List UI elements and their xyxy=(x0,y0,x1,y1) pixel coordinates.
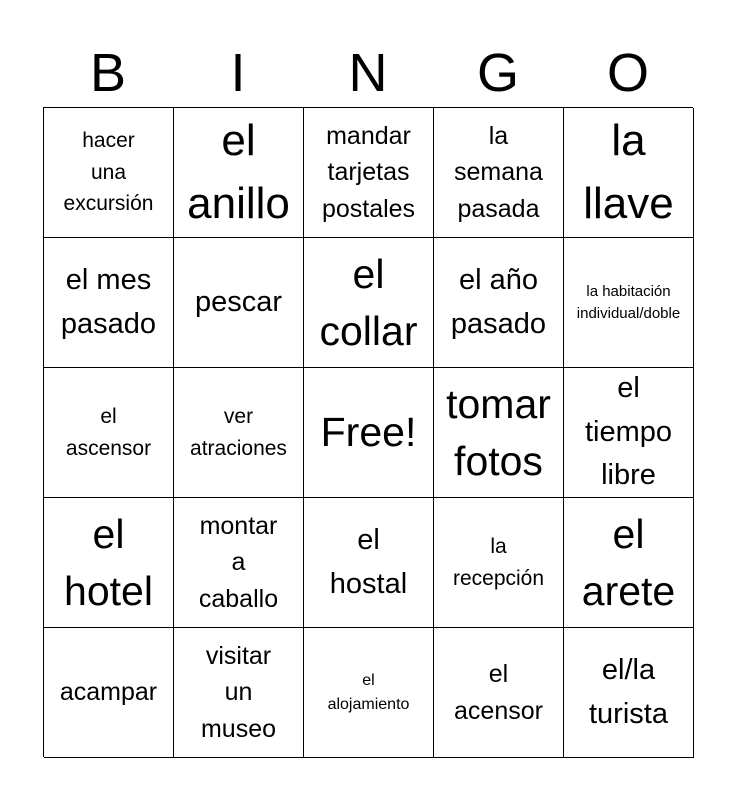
bingo-cell-r4c1[interactable] xyxy=(44,498,174,628)
bingo-cell-r3c1[interactable] xyxy=(44,368,174,498)
header-letter-n: N xyxy=(348,43,388,103)
bingo-cell-r1c4[interactable] xyxy=(434,108,564,238)
bingo-cell-r4c5[interactable] xyxy=(564,498,694,628)
bingo-cell-r3c2[interactable] xyxy=(174,368,304,498)
cell-text: el hotel xyxy=(64,510,153,614)
bingo-cell-r1c2[interactable] xyxy=(174,108,304,238)
header-letter-i: I xyxy=(230,43,246,103)
cell-text: la llave xyxy=(583,116,674,228)
cell-text: pescar xyxy=(194,285,283,318)
header-letter-b: B xyxy=(89,43,127,103)
header-letter-o: O xyxy=(606,43,649,103)
cell-text: el año pasado xyxy=(450,264,547,340)
cell-text: ver atraciones xyxy=(190,405,287,460)
cell-text: el mes pasado xyxy=(60,264,157,340)
cell-text: el/la turista xyxy=(589,654,668,730)
cell-text: visitar un museo xyxy=(200,642,277,743)
cell-text: el anillo xyxy=(187,116,290,228)
bingo-cell-r5c4[interactable] xyxy=(434,628,564,758)
bingo-cell-r5c1[interactable] xyxy=(44,628,174,758)
bingo-cell-r2c4[interactable] xyxy=(434,238,564,368)
cell-text: la semana pasada xyxy=(454,122,543,223)
bingo-cell-r5c5[interactable] xyxy=(564,628,694,758)
cell-text: acampar xyxy=(59,678,158,707)
free-space-label: Free! xyxy=(320,409,417,456)
cell-text: el collar xyxy=(319,250,418,354)
bingo-cell-r5c3[interactable] xyxy=(304,628,434,758)
cell-text: hacer una excursión xyxy=(63,129,154,216)
cell-text: el hostal xyxy=(329,524,408,600)
bingo-cell-r4c4[interactable] xyxy=(434,498,564,628)
bingo-cell-r2c5[interactable] xyxy=(564,238,694,368)
cell-text: tomar fotos xyxy=(446,380,551,484)
cell-text: la habitación individual/doble xyxy=(576,282,681,322)
bingo-cell-r2c2[interactable] xyxy=(174,238,304,368)
bingo-cell-free[interactable] xyxy=(304,368,434,498)
cell-text: la recepción xyxy=(452,535,545,590)
header-letter-g: G xyxy=(476,43,519,103)
cell-text: el acensor xyxy=(454,660,543,725)
cell-text: el arete xyxy=(581,510,676,614)
bingo-cell-r4c3[interactable] xyxy=(304,498,434,628)
cell-text: mandar tarjetas postales xyxy=(321,122,416,223)
cell-text: el alojamiento xyxy=(327,671,410,713)
cell-text: montar a caballo xyxy=(198,512,279,613)
bingo-cell-r2c3[interactable] xyxy=(304,238,434,368)
bingo-cell-r3c5[interactable] xyxy=(564,368,694,498)
bingo-cell-r2c1[interactable] xyxy=(44,238,174,368)
bingo-board xyxy=(43,107,693,757)
bingo-cell-r1c1[interactable] xyxy=(44,108,174,238)
bingo-cell-r1c3[interactable] xyxy=(304,108,434,238)
bingo-cell-r3c4[interactable] xyxy=(434,368,564,498)
cell-text: el ascensor xyxy=(65,405,152,460)
bingo-cell-r5c2[interactable] xyxy=(174,628,304,758)
bingo-header xyxy=(43,40,693,106)
bingo-cell-r4c2[interactable] xyxy=(174,498,304,628)
bingo-cell-r1c5[interactable] xyxy=(564,108,694,238)
cell-text: el tiempo libre xyxy=(584,372,673,492)
